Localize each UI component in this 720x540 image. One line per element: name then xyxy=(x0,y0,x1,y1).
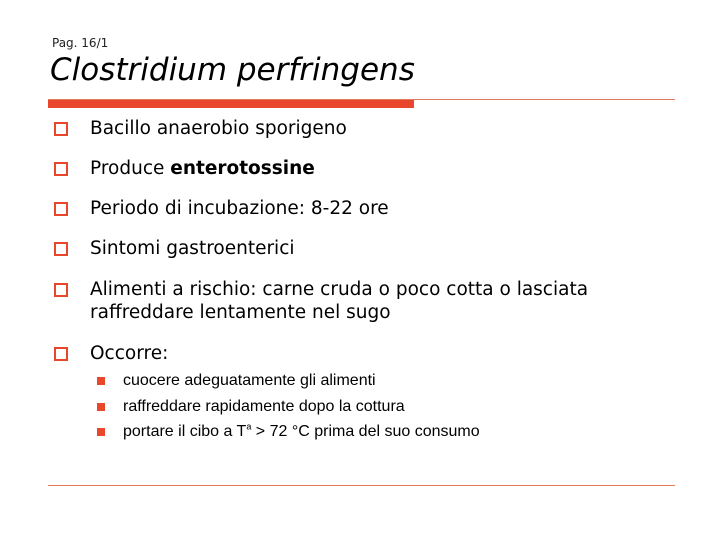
hollow-square-bullet-icon xyxy=(54,122,68,136)
title-rule-accent xyxy=(48,100,414,108)
sub-bullet-text: cuocere adeguatamente gli alimenti xyxy=(123,372,376,389)
sub-bullet-text-suffix: > 72 °C prima del suo consumo xyxy=(251,423,480,440)
hollow-square-bullet-icon xyxy=(54,283,68,297)
hollow-square-bullet-icon xyxy=(54,242,68,256)
filled-square-bullet-icon xyxy=(97,377,105,385)
hollow-square-bullet-icon xyxy=(54,202,68,216)
bullet-text-prefix: Produce xyxy=(90,158,171,179)
bullet-text: Alimenti a rischio: carne cruda o poco cotta o lasciata raffreddare lentamente nel sugo xyxy=(90,279,589,323)
bullet-item xyxy=(54,278,650,324)
bullet-text: Periodo di incubazione: 8-22 ore xyxy=(90,198,389,219)
bullet-text: Occorre: xyxy=(90,343,169,364)
bullet-text-bold: enterotossine xyxy=(170,158,315,179)
bullet-text xyxy=(90,157,650,180)
bullet-item xyxy=(54,342,650,365)
bullet-item xyxy=(54,117,650,140)
bullet-item xyxy=(54,197,650,220)
slide-title: Clostridium perfringens xyxy=(50,52,415,88)
sub-bullet-text xyxy=(123,422,480,442)
filled-square-bullet-icon xyxy=(97,403,105,411)
sub-bullet-item xyxy=(97,422,480,442)
sub-bullet-text: raffreddare rapidamente dopo la cottura xyxy=(123,398,405,415)
footer-rule xyxy=(48,485,675,486)
sub-bullet-text-prefix: portare il cibo a T xyxy=(123,423,247,440)
bullet-item xyxy=(54,237,650,260)
bullet-text: Sintomi gastroenterici xyxy=(90,238,295,259)
superscript-a: a xyxy=(246,421,252,432)
bullet-item xyxy=(54,157,650,180)
filled-square-bullet-icon xyxy=(97,428,105,436)
sub-bullet-item xyxy=(97,397,405,417)
hollow-square-bullet-icon xyxy=(54,347,68,361)
hollow-square-bullet-icon xyxy=(54,162,68,176)
sub-bullet-item xyxy=(97,371,376,391)
bullet-text: Bacillo anaerobio sporigeno xyxy=(90,118,347,139)
page-number: Pag. 16/1 xyxy=(52,36,109,50)
